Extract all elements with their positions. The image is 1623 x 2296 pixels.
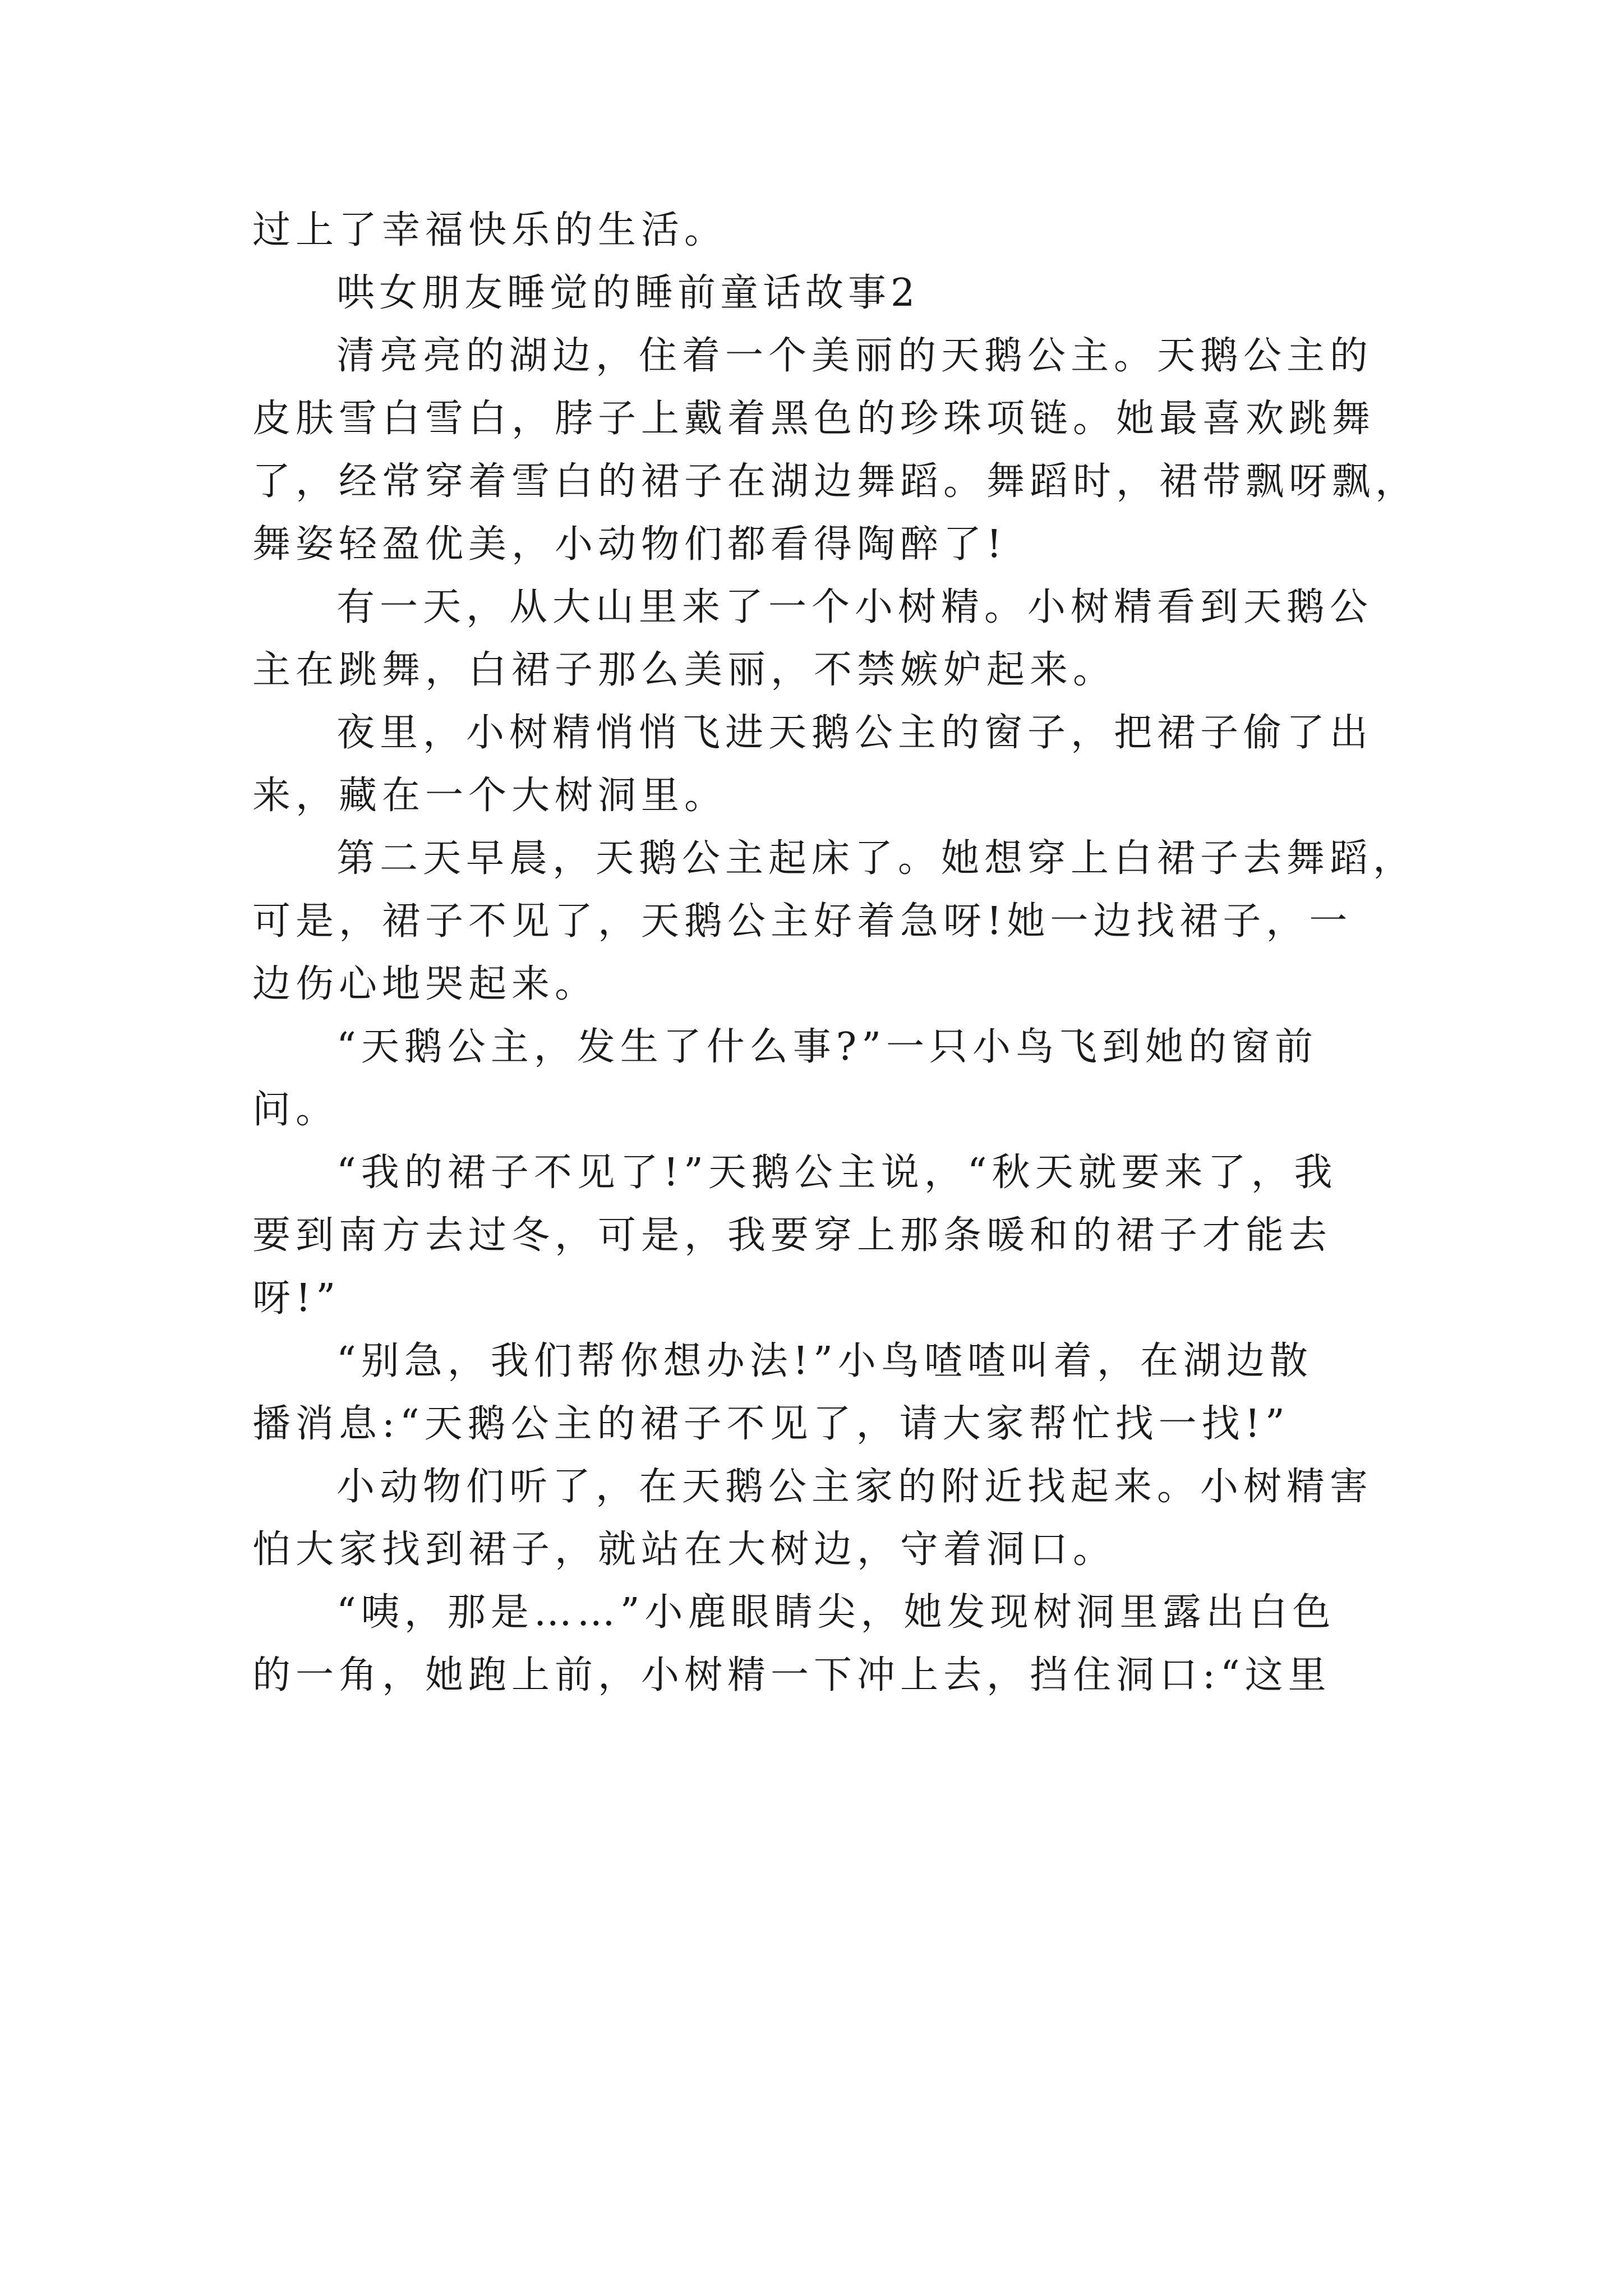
paragraph-line: 问。 (252, 1088, 339, 1132)
paragraph-line: 可是，裙子不见了，天鹅公主好着急呀!她一边找裙子，一 (252, 899, 1353, 944)
text-line: 过上了幸福快乐的生活。 (252, 208, 728, 252)
paragraph-line: 皮肤雪白雪白，脖子上戴着黑色的珍珠项链。她最喜欢跳舞 (252, 397, 1376, 441)
paragraph-line: 有一天，从大山里来了一个小树精。小树精看到天鹅公 (336, 585, 1373, 629)
paragraph-line: 夜里，小树精悄悄飞进天鹅公主的窗子，把裙子偷了出 (336, 711, 1373, 755)
paragraph-line: 主在跳舞，白裙子那么美丽，不禁嫉妒起来。 (252, 648, 1117, 692)
paragraph-line: 的一角，她跑上前，小树精一下冲上去，挡住洞口:“这里 (252, 1653, 1331, 1697)
paragraph-line: 了，经常穿着雪白的裙子在湖边舞蹈。舞蹈时，裙带飘呀飘， (252, 459, 1419, 504)
paragraph-line: 要到南方去过冬，可是，我要穿上那条暖和的裙子才能去 (252, 1213, 1332, 1258)
paragraph-line: 第二天早晨，天鹅公主起床了。她想穿上白裙子去舞蹈， (336, 836, 1417, 881)
paragraph-line: 舞姿轻盈优美，小动物们都看得陶醉了! (252, 522, 1007, 567)
document-page (252, 199, 1419, 1707)
paragraph-line: “咦，那是……”小鹿眼睛尖，她发现树洞里露出白色 (336, 1590, 1336, 1635)
paragraph-line: 呀!” (252, 1276, 341, 1320)
paragraph-line: 清亮亮的湖边，住着一个美丽的天鹅公主。天鹅公主的 (336, 334, 1373, 378)
paragraph-line: “别急，我们帮你想办法!”小鸟喳喳叫着，在湖边散 (336, 1339, 1313, 1383)
paragraph-line: “我的裙子不见了!”天鹅公主说，“秋天就要来了，我 (336, 1151, 1338, 1195)
story-title: 哄女朋友睡觉的睡前童话故事2 (336, 271, 920, 315)
paragraph-line: 怕大家找到裙子，就站在大树边，守着洞口。 (252, 1527, 1117, 1572)
paragraph-line: 来，藏在一个大树洞里。 (252, 774, 728, 818)
paragraph-line: “天鹅公主，发生了什么事?”一只小鸟飞到她的窗前 (336, 1025, 1318, 1069)
paragraph-line: 小动物们听了，在天鹅公主家的附近找起来。小树精害 (336, 1465, 1373, 1509)
paragraph-line: 播消息:“天鹅公主的裙子不见了，请大家帮忙找一找!” (252, 1402, 1290, 1446)
paragraph-line: 边伤心地哭起来。 (252, 962, 598, 1006)
